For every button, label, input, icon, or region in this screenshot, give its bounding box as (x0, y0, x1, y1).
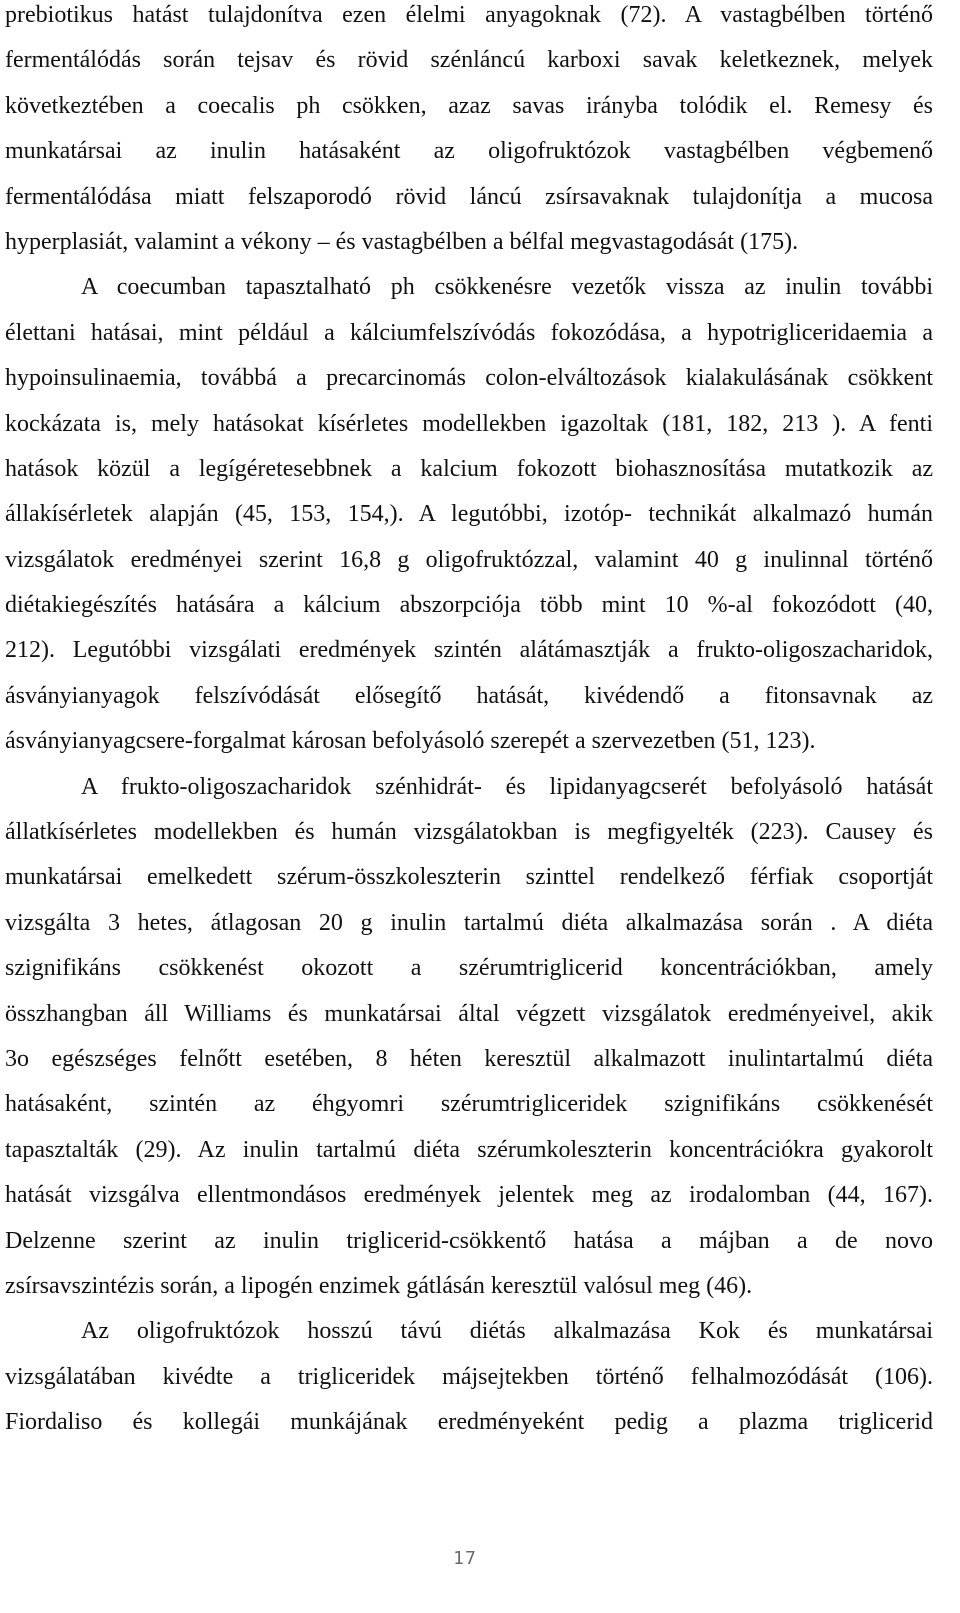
text-line: prebiotikus hatást tulajdonítva ezen élelmi anyagoknak (72). A vastagbélben történő (5, 2, 933, 28)
text-line: hatását vizsgálva ellentmondásos eredmények jelentek meg az irodalomban (44, 167). (5, 1182, 933, 1209)
text-line: hatásaként, szintén az éhgyomri szérumtrigliceridek szignifikáns csökkenését (5, 1091, 933, 1118)
body-text (5, 0, 933, 1453)
text-line: zsírsavszintézis során, a lipogén enzimek gátlásán keresztül valósul meg (46). (5, 1272, 753, 1299)
text-line: hypoinsulinaemia, továbbá a precarcinomás colon-elváltozások kialakulásának csökkent (5, 365, 933, 392)
text-line: fermentálódás során tejsav és rövid szénláncú karboxi savak keletkeznek, melyek (5, 47, 933, 74)
text-line: Delzenne szerint az inulin triglicerid-csökkentő hatása a májban a de novo (5, 1227, 933, 1254)
page-number: 17 (453, 1548, 477, 1569)
text-line: 212). Legutóbbi vizsgálati eredmények szintén alátámasztják a frukto-oligoszacharidok, (5, 637, 933, 664)
text-line: hyperplasiát, valamint a vékony – és vastagbélben a bélfal megvastagodását (175). (5, 228, 799, 255)
text-line: vizsgálatok eredményei szerint 16,8 g oligofruktózzal, valamint 40 g inulinnal történő (5, 546, 933, 573)
text-line: ásványianyagok felszívódását elősegítő hatását, kivédendő a fitonsavnak az (5, 682, 933, 709)
paragraph-start-line: Az oligofruktózok hosszú távú diétás alkalmazása Kok és munkatársai (81, 1318, 933, 1345)
text-line: ásványianyagcsere-forgalmat károsan befolyásoló szerepét a szervezetben (51, 123). (5, 728, 816, 755)
text-line: munkatársai az inulin hatásaként az oligofruktózok vastagbélben végbemenő (5, 138, 933, 165)
text-line: tapasztalták (29). Az inulin tartalmú diéta szérumkoleszterin koncentrációkra gyakorolt (5, 1136, 933, 1163)
text-line: élettani hatásai, mint például a kálciumfelszívódás fokozódása, a hypotrigliceridaemia a (5, 319, 933, 346)
text-line: vizsgálta 3 hetes, átlagosan 20 g inulin tartalmú diéta alkalmazása során . A diéta (5, 909, 933, 936)
text-line: állatkísérletes modellekben és humán vizsgálatokban is megfigyelték (223). Causey és (5, 819, 933, 846)
text-line: kockázata is, mely hatásokat kísérletes modellekben igazoltak (181, 182, 213 ). A fenti (5, 410, 933, 437)
text-line: diétakiegészítés hatására a kálcium abszorpciója több mint 10 %-al fokozódott (40, (5, 592, 933, 619)
text-line: 3o egészséges felnőtt esetében, 8 héten keresztül alkalmazott inulintartalmú diéta (5, 1045, 933, 1072)
text-line: következtében a coecalis ph csökken, azaz savas irányba tolódik el. Remesy és (5, 92, 933, 119)
text-line: munkatársai emelkedett szérum-összkoleszterin szinttel rendelkező férfiak csoportját (5, 864, 933, 891)
text-line: állakísérletek alapján (45, 153, 154,). A legutóbbi, izotóp- technikát alkalmazó humán (5, 501, 933, 528)
text-line: összhangban áll Williams és munkatársai által végzett vizsgálatok eredményeivel, akik (5, 1000, 933, 1027)
text-line: vizsgálatában kivédte a trigliceridek májsejtekben történő felhalmozódását (106). (5, 1363, 933, 1390)
text-line: fermentálódása miatt felszaporodó rövid láncú zsírsavaknak tulajdonítja a mucosa (5, 183, 933, 210)
text-line: Fiordaliso és kollegái munkájának eredményeként pedig a plazma triglicerid (5, 1409, 933, 1436)
text-line: szignifikáns csökkenést okozott a szérumtriglicerid koncentrációkban, amely (5, 955, 933, 982)
paragraph-start-line: A frukto-oligoszacharidok szénhidrát- és lipidanyagcserét befolyásoló hatását (81, 773, 933, 800)
text-line: hatások közül a legígéretesebbnek a kalcium fokozott biohasznosítása mutatkozik az (5, 455, 933, 482)
paragraph-start-line: A coecumban tapasztalható ph csökkenésre vezetők vissza az inulin további (81, 274, 933, 301)
